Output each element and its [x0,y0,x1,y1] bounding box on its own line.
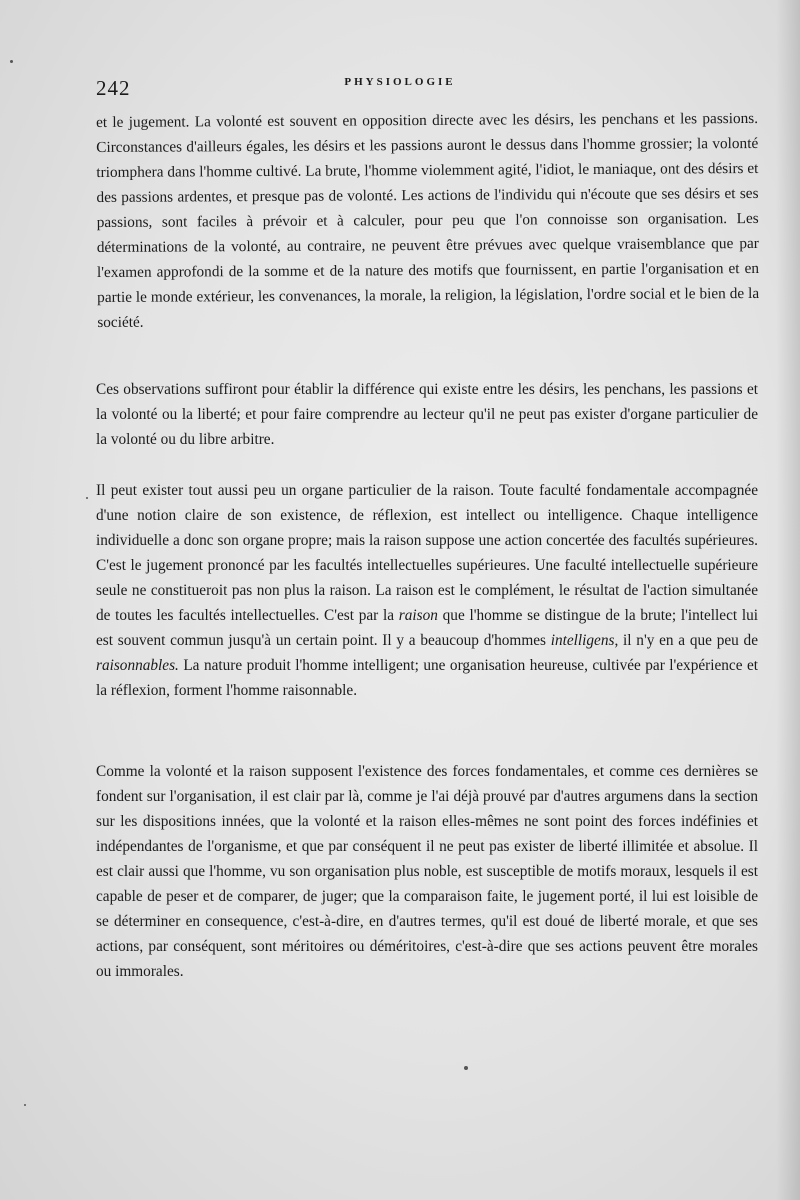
paragraph-3-text-4: La nature produit l'homme intelligent; une organisation heureuse, cultivée par l'expérience et la réflexion, forment l'homme raisonnable. [96,657,758,700]
paragraph-3 [96,478,758,703]
page-number: 242 [96,76,131,100]
paragraph-4: Comme la volonté et la raison supposent l'existence des forces fondamentales, et comme ces dernières se fondent sur l'organisation, il est clair par là, comme je l'ai déjà prouvé par d'autres argumens dans la section sur les dispositions innées, que la volonté et la raison elles-mêmes ne sont point des forces indéfinies et indépendantes de l'organisme, et que par conséquent il ne peut pas exister de liberté illimitée et absolue. Il est clair aussi que l'homme, vu son organisation plus noble, est susceptible de motifs moraux, lesquels il est capable de peser et de comparer, de juger; que la comparaison faite, le jugement porté, il lui est loisible de se déterminer en consequence, c'est-à-dire, en d'autres termes, qu'il est doué de liberté morale, et que ses actions, par conséquent, sont méritoires ou déméritoires, c'est-à-dire que ses actions peuvent être morales ou immorales. [96,763,758,981]
paragraph-3-text-3: , il n'y en a que peu de [614,632,758,650]
ink-speck [86,497,88,499]
paragraph-1: et le jugement. La volonté est souvent en opposition directe avec les désirs, les penchans et les passions. Circonstances d'ailleurs égales, les désirs et les passions auront le dessus dans l'homme grossier; la volonté triomphera dans l'homme cultivé. La brute, l'homme violemment agité, l'idiot, le maniaque, ont des désirs et des passions ardentes, et presque pas de volonté. Les actions de l'individu qui n'écoute que ses désirs et ses passions, sont faciles à prévoir et à calculer, pour peu que l'on connoisse son organisation. Les déterminations de la volonté, au contraire, ne peuvent être prévues avec quelque vraisemblance que par l'examen approfondi de la somme et de la nature des motifs que fournissent, en partie l'organisation et en partie le monde extérieur, les convenances, la morale, la religion, la législation, l'ordre social et le bien de la société. [96,110,760,332]
emphasis-intelligens: intelligens [550,632,615,650]
ink-speck [24,1104,26,1106]
emphasis-raison: raison [398,607,438,625]
paragraph-3-text-2: que l'homme se distingue de la brute; l'intellect lui est souvent commun jusqu'à un certain point. Il y a beaucoup d'hommes [96,607,758,650]
running-head: PHYSIOLOGIE [344,76,456,88]
emphasis-raisonnables: raisonnables. [96,657,179,675]
page-edge-shadow [776,0,800,1200]
paragraph-2: Ces observations suffiront pour établir la différence qui existe entre les désirs, les penchans, les passions et la volonté ou la liberté; et pour faire comprendre au lecteur qu'il ne peut pas exister d'organe particulier de la volonté ou du libre arbitre. [96,381,758,449]
paragraph-3-text-1: Il peut exister tout aussi peu un organe particulier de la raison. Toute faculté fondamentale accompagnée d'une notion claire de son existence, de réflexion, est intellect ou intelligence. Chaque intelligence individuelle a donc son organe propre; mais la raison suppose une action concertée des facultés supérieures. C'est le jugement prononcé par les facultés intellectuelles supérieures. Une faculté intellectuelle supérieure seule ne constitueroit pas non plus la raison. La raison est le complément, le résultat de l'action simultanée de toutes les facultés intellectuelles. C'est par la [96,482,758,625]
ink-speck [10,60,13,63]
ink-speck [464,1066,468,1070]
